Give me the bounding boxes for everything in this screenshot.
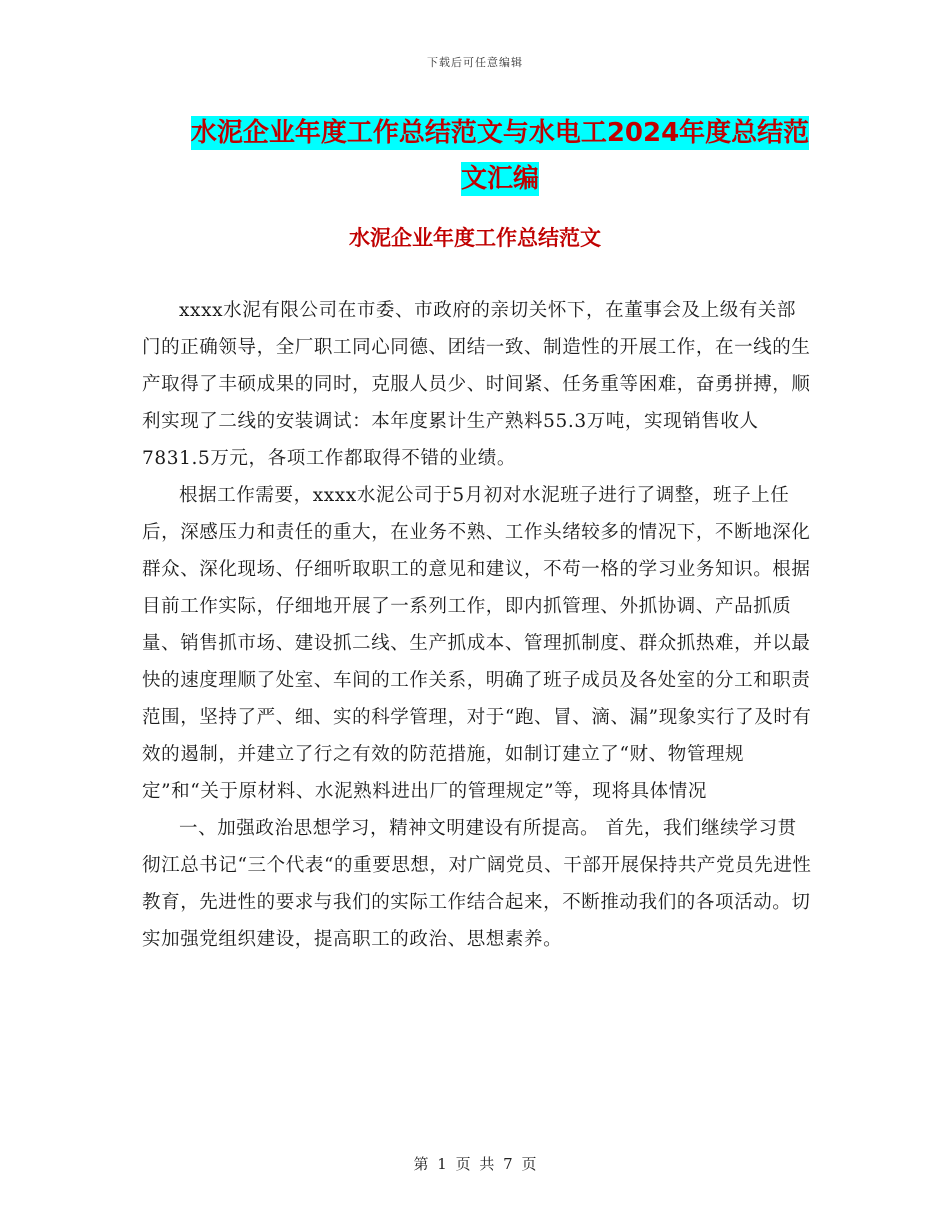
document-title	[140, 110, 860, 202]
body-paragraph-2: 根据工作需要，xxxx水泥公司于5月初对水泥班子进行了调整，班子上任后，深感压力和责任的重大，在业务不熟、工作头绪较多的情况下，不断地深化群众、深化现场、仔细听取职工的意见和建议，不苟一格的学习业务知识。根据目前工作实际，仔细地开展了一系列工作，即内抓管理、外抓协调、产品抓质量、销售抓市场、建设抓二线、生产抓成本、管理抓制度、群众抓热难，并以最快的速度理顺了处室、车间的工作关系，明确了班子成员及各处室的分工和职责范围，坚持了严、细、实的科学管理，对于“跑、冒、滴、漏”现象实行了及时有效的遏制，并建立了行之有效的防范措施，如制订建立了“财、物管理规定”和“关于原材料、水泥熟料进出厂的管理规定”等，现将具体情况	[142, 485, 812, 802]
body-paragraph-3: 一、加强政治思想学习，精神文明建设有所提高。 首先，我们继续学习贯彻江总书记“三个代表“的重要思想，对广阔党员、干部开展保持共产党员先进性教育，先进性的要求与我们的实际工作结合起来，不断推动我们的各项活动。切实加强党组织建设，提高职工的政治、思想素养。	[142, 818, 812, 950]
document-title-line-1: 水泥企业年度工作总结范文与水电工2024年度总结范	[190, 118, 810, 148]
section-title: 水泥企业年度工作总结范文	[349, 226, 601, 250]
page-header-note: 下载后可任意编辑	[427, 56, 523, 69]
document-body	[142, 292, 812, 958]
page-number-footer: 第 1 页 共 7 页	[413, 1155, 537, 1173]
body-paragraph-1: xxxx水泥有限公司在市委、市政府的亲切关怀下，在董事会及上级有关部门的正确领导，全厂职工同心同德、团结一致、制造性的开展工作，在一线的生产取得了丰硕成果的同时，克服人员少、时间紧、任务重等困难，奋勇拼搏，顺利实现了二线的安装调试：本年度累计生产熟料55.3万吨，实现销售收人7831.5万元，各项工作都取得不错的业绩。	[142, 300, 811, 469]
document-title-line-2: 文汇编	[460, 164, 539, 194]
